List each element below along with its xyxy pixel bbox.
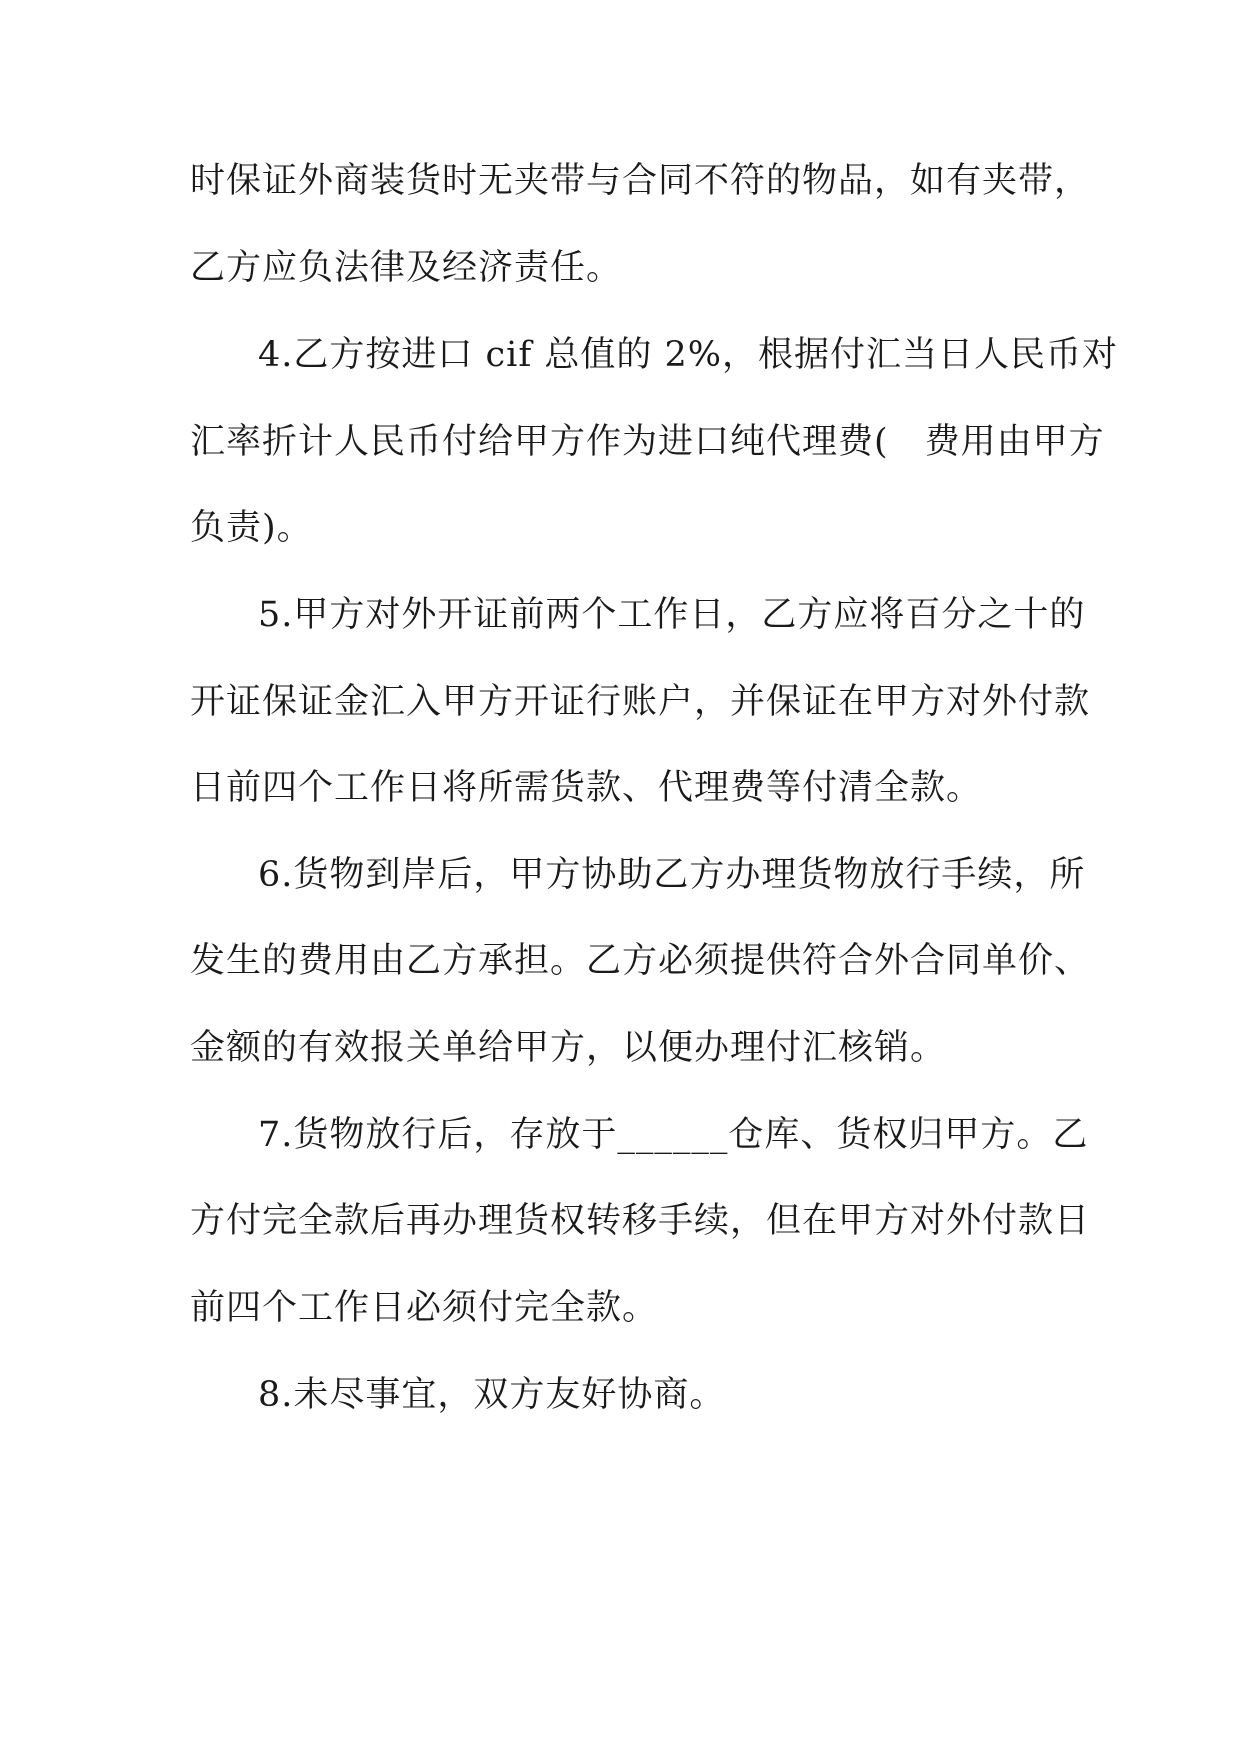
clause-3-line-3: 乙方应负法律及经济责任。 <box>190 248 623 288</box>
clause-8-line-1: 8.未尽事宜，双方友好协商。 <box>258 1375 726 1415</box>
clause-6-line-1: 6.货物到岸后，甲方协助乙方办理货物放行手续，所 <box>258 855 1086 895</box>
clause-5-line-1: 5.甲方对外开证前两个工作日，乙方应将百分之十的 <box>258 595 1086 635</box>
clause-6-line-3: 金额的有效报关单给甲方，以便办理付汇核销。 <box>190 1028 947 1068</box>
clause-4-line-2: 汇率折计人民币付给甲方作为进口纯代理费( 费用由甲方 <box>190 422 1105 462</box>
clause-5-line-2: 开证保证金汇入甲方开证行账户，并保证在甲方对外付款 <box>190 682 1091 722</box>
clause-7-line-1: 7.货物放行后，存放于______仓库、货权归甲方。乙 <box>258 1115 1089 1155</box>
clause-4-line-1: 4.乙方按进口 cif 总值的 2%，根据付汇当日人民币对 <box>258 335 1119 375</box>
clause-6-line-2: 发生的费用由乙方承担。乙方必须提供符合外合同单价、 <box>190 941 1091 981</box>
clause-3-line-2: 时保证外商装货时无夹带与合同不符的物品，如有夹带， <box>190 161 1091 201</box>
clause-7-line-2: 方付完全款后再办理货权转移手续，但在甲方对外付款日 <box>190 1201 1091 1241</box>
clause-5-line-3: 日前四个工作日将所需货款、代理费等付清全款。 <box>190 768 983 808</box>
clause-4-line-3: 负责)。 <box>190 508 313 548</box>
clause-7-line-3: 前四个工作日必须付完全款。 <box>190 1288 659 1328</box>
